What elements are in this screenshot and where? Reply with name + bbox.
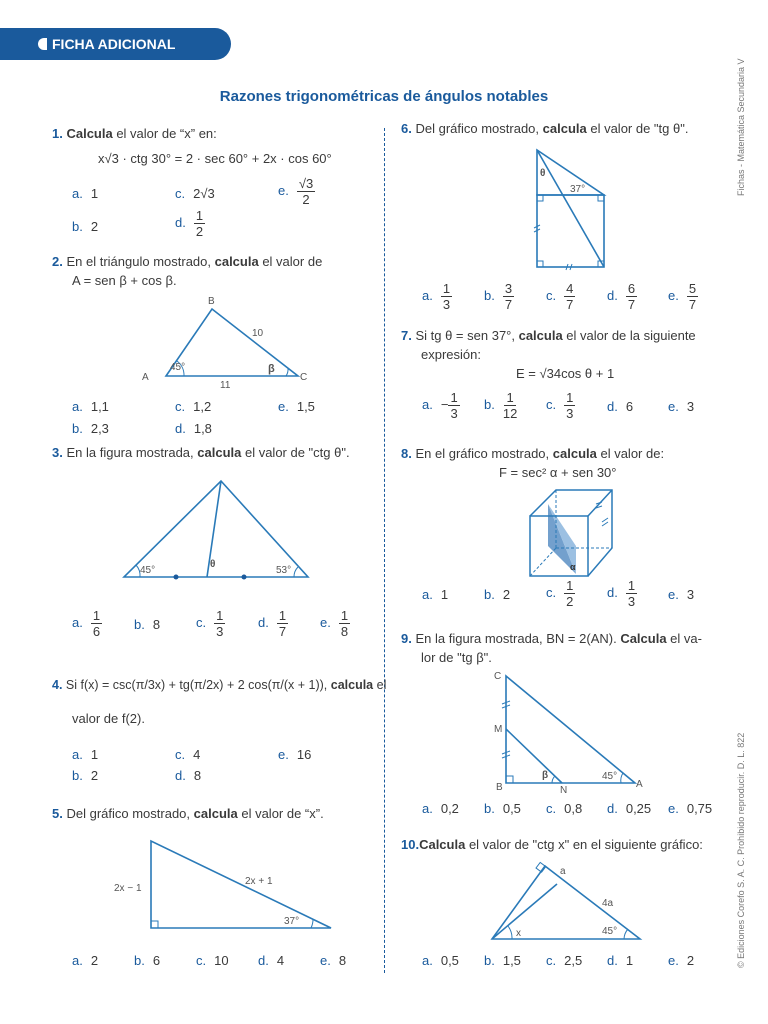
q5-option-c[interactable]: c. 10 [196, 953, 229, 968]
q4-option-d[interactable]: d. 8 [175, 768, 202, 783]
q4-option-a[interactable]: a. 1 [72, 747, 99, 762]
q2-angle-beta: β [268, 363, 275, 375]
q9-label-M: M [494, 724, 503, 735]
q7-option-b[interactable]: b. $\frac{1}{12}$ [484, 390, 518, 421]
q2-side-10: 10 [252, 328, 264, 339]
q10-label-a: a [560, 866, 566, 877]
q9-label-N: N [560, 785, 568, 794]
q3-triangle-figure [120, 476, 315, 584]
q2-label-A: A [142, 372, 149, 383]
q1-option-b[interactable]: b. 2 [72, 219, 99, 234]
q1-statement [52, 126, 217, 141]
q10-option-b[interactable]: b. 1,5 [484, 953, 521, 968]
q6-option-a[interactable]: a. $\frac{1}{3}$ [422, 281, 451, 312]
q10-option-d[interactable]: d. 1 [607, 953, 634, 968]
q5-option-d[interactable]: d. 4 [258, 953, 285, 968]
q9-option-b[interactable]: b. 0,5 [484, 801, 521, 816]
q1-text: el valor de “x” en: [112, 126, 217, 141]
q4-text-2: valor de f(2). [72, 711, 145, 726]
q7-option-c[interactable]: c. $\frac{1}{3}$ [546, 390, 574, 421]
q1-option-e[interactable]: e. $\frac{√3}{2}$ [278, 176, 314, 207]
q1-option-c[interactable]: c. 2√3 [175, 186, 215, 201]
column-divider [384, 128, 385, 973]
q10-option-c[interactable]: c. 2,5 [546, 953, 583, 968]
q5-side-hyp: 2x + 1 [245, 876, 273, 887]
q5-option-a[interactable]: a. 2 [72, 953, 99, 968]
q8-angle-alpha: α [570, 562, 576, 572]
q9-option-c[interactable]: c. 0,8 [546, 801, 583, 816]
q3-option-e[interactable]: e. $\frac{1}{8}$ [320, 608, 349, 639]
q8-cube-figure [526, 486, 616, 582]
q2-label-B: B [208, 296, 215, 307]
q5-triangle-figure [110, 836, 340, 934]
header-banner [0, 28, 231, 60]
q10-label-4a: 4a [602, 898, 614, 909]
q3-angle-53: 53° [276, 565, 292, 576]
q10-option-e[interactable]: e. 2 [668, 953, 695, 968]
side-note-bottom: © Ediciones Corefo S. A. C. Prohibido reproducir. D. L. 822 [736, 732, 746, 968]
q4-option-b[interactable]: b. 2 [72, 768, 99, 783]
q8-option-a[interactable]: a. 1 [422, 587, 449, 602]
q2-triangle-figure [140, 292, 320, 392]
q7-option-a[interactable]: a. − $\frac{1}{3}$ [422, 390, 458, 421]
q5-side-left: 2x − 1 [114, 883, 142, 894]
q6-option-b[interactable]: b. $\frac{3}{7}$ [484, 281, 513, 312]
q9-option-e[interactable]: e. 0,75 [668, 801, 713, 816]
q1-equation: x√3 · ctg 30° = 2 · sec 60° + 2x · cos 60° [98, 151, 332, 166]
q9-angle-45: 45° [602, 771, 618, 782]
q6-figure [530, 146, 612, 272]
q9-option-d[interactable]: d. 0,25 [607, 801, 652, 816]
q3-angle-theta: θ [210, 559, 216, 570]
q9-triangle-figure [490, 666, 650, 794]
q6-angle-37: 37° [570, 184, 586, 195]
q5-option-e[interactable]: e. 8 [320, 953, 347, 968]
q10-triangle-figure [486, 856, 646, 944]
q8-statement: 8. En el gráfico mostrado, calcula el valor de: [401, 446, 665, 461]
q6-option-c[interactable]: c. $\frac{4}{7}$ [546, 281, 574, 312]
q9-label-B: B [496, 782, 503, 793]
q7-text-2: expresión: [421, 347, 481, 362]
q6-option-e[interactable]: e. $\frac{5}{7}$ [668, 281, 697, 312]
q7-option-d[interactable]: d. 6 [607, 399, 634, 414]
q1-option-a[interactable]: a. 1 [72, 186, 99, 201]
q2-label-C: C [300, 372, 308, 383]
q10-angle-45: 45° [602, 926, 618, 937]
q2-expression: A = sen β + cos β. [72, 273, 177, 288]
q6-option-d[interactable]: d. $\frac{6}{7}$ [607, 281, 636, 312]
q3-statement: 3. En la figura mostrada, calcula el valor de "ctg θ". [52, 445, 350, 460]
q2-option-a[interactable]: a. 1,1 [72, 399, 109, 414]
q2-option-d[interactable]: d. 1,8 [175, 421, 212, 436]
q2-angle-45: 45° [170, 362, 186, 373]
q3-option-c[interactable]: c. $\frac{1}{3}$ [196, 608, 224, 639]
banner-bullet-icon [38, 38, 47, 50]
q8-option-c[interactable]: c. $\frac{1}{2}$ [546, 578, 574, 609]
q10-statement: 10.Calcula el valor de "ctg x" en el siguiente gráfico: [401, 837, 703, 852]
q9-option-a[interactable]: a. 0,2 [422, 801, 459, 816]
q10-option-a[interactable]: a. 0,5 [422, 953, 459, 968]
q4-option-c[interactable]: c. 4 [175, 747, 201, 762]
q4-option-e[interactable]: e. 16 [278, 747, 312, 762]
q2-option-e[interactable]: e. 1,5 [278, 399, 315, 414]
q7-equation: E = √34cos θ + 1 [516, 366, 615, 381]
q6-angle-theta: θ [540, 168, 546, 179]
q8-option-b[interactable]: b. 2 [484, 587, 511, 602]
q3-option-b[interactable]: b. 8 [134, 617, 161, 632]
q5-statement: 5. Del gráfico mostrado, calcula el valor de “x”. [52, 806, 324, 821]
q10-angle-x: x [516, 928, 521, 939]
q7-option-e[interactable]: e. 3 [668, 399, 695, 414]
q1-verb: Calcula [66, 126, 113, 141]
q3-angle-45: 45° [140, 565, 156, 576]
q2-option-c[interactable]: c. 1,2 [175, 399, 212, 414]
q1-number: 1. [52, 126, 63, 141]
q1-option-d[interactable]: d. $\frac{1}{2}$ [175, 208, 204, 239]
side-note-top: Fichas - Matemática Secundaria V [736, 58, 746, 196]
q5-angle-37: 37° [284, 916, 300, 927]
q6-statement: 6. Del gráfico mostrado, calcula el valor de "tg θ". [401, 121, 689, 136]
q2-option-b[interactable]: b. 2,3 [72, 421, 109, 436]
q8-option-d[interactable]: d. $\frac{1}{3}$ [607, 578, 636, 609]
q9-statement: 9. En la figura mostrada, BN = 2(AN). Calcula el va- [401, 631, 702, 646]
banner-label: FICHA ADICIONAL [52, 36, 176, 52]
q2-side-11: 11 [220, 380, 231, 391]
q3-option-a[interactable]: a. $\frac{1}{6}$ [72, 608, 101, 639]
q9-label-A: A [636, 779, 643, 790]
q8-equation: F = sec² α + sen 30° [499, 465, 617, 480]
q9-angle-beta: β [542, 770, 549, 781]
q5-option-b[interactable]: b. 6 [134, 953, 161, 968]
q9-text-2: lor de "tg β". [421, 650, 492, 665]
q2-statement: 2. En el triángulo mostrado, calcula el valor de [52, 254, 323, 269]
q9-label-C: C [494, 671, 502, 682]
q3-option-d[interactable]: d. $\frac{1}{7}$ [258, 608, 287, 639]
page-title: Razones trigonométricas de ángulos notables [219, 88, 549, 105]
q8-option-e[interactable]: e. 3 [668, 587, 695, 602]
q4-statement: 4. Si f(x) = csc(π/3x) + tg(π/2x) + 2 cos(π/(x + 1)), calcula el [52, 678, 387, 692]
q7-statement: 7. Si tg θ = sen 37°, calcula el valor de la siguiente [401, 328, 696, 343]
